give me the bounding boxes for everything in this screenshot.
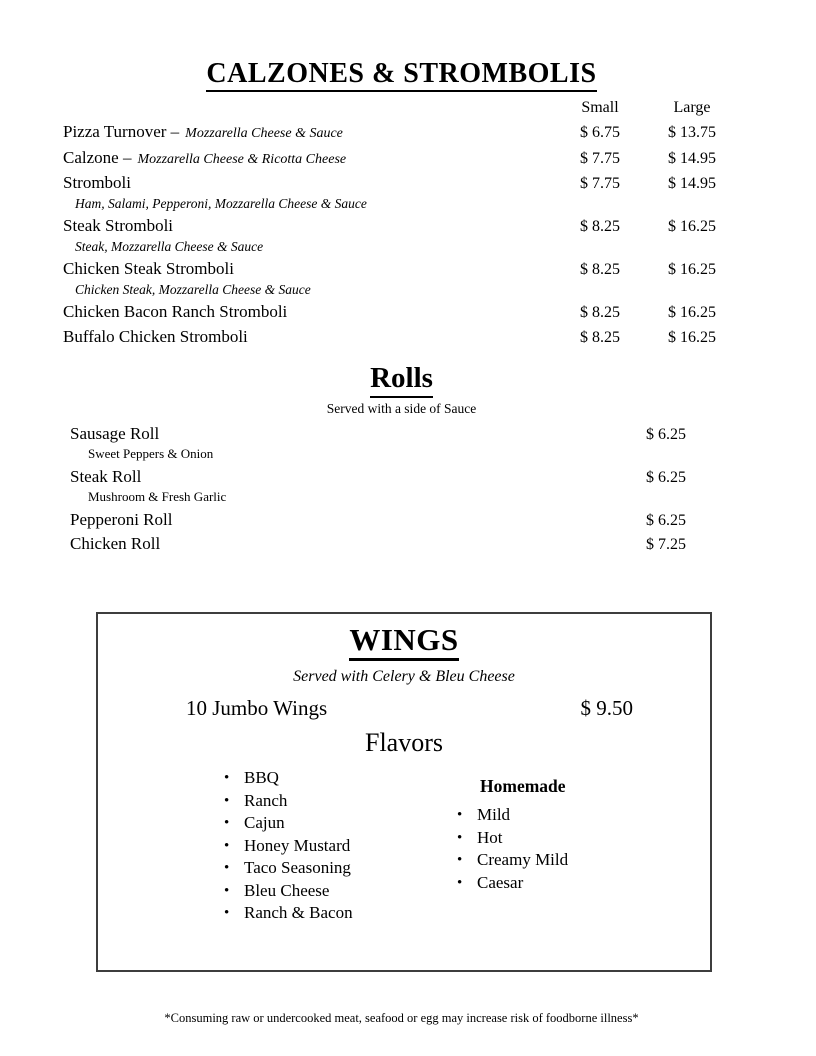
menu-content [63,0,740,1026]
homemade-list [457,804,568,894]
menu-item-stromboli [63,171,740,211]
flavor-item: • Cajun [210,812,404,835]
homemade-flavor-item: • Creamy Mild [457,849,568,872]
item-name: Steak Stromboli [63,216,174,235]
menu-item-pepperoni-roll [63,508,740,532]
item-price-large: $ 16.25 [668,218,716,235]
flavor-item: • BBQ [210,767,404,790]
flavor-item: • Taco Seasoning [210,857,404,880]
column-header-large: Large [673,99,711,116]
item-price-small: $ 8.25 [580,328,620,346]
item-price: $ 6.25 [646,469,686,486]
item-name: Pepperoni Roll [70,510,173,529]
menu-item-steak-stromboli [63,214,740,254]
item-price: $ 7.25 [646,536,686,553]
wings-title-text: WINGS [349,622,458,661]
item-price-large: $ 13.75 [668,124,716,141]
flavors-title: Flavors [365,728,443,757]
item-name: 10 Jumbo Wings [186,696,328,720]
rolls-section-title [63,362,740,398]
item-price-small: $ 8.25 [580,304,620,321]
homemade-flavor-item: • Caesar [457,872,568,895]
menu-item-buffalo-chicken-stromboli [63,325,740,350]
item-price-small: $ 8.25 [580,261,620,278]
menu-item-steak-roll [63,465,740,505]
item-price-large: $ 16.25 [668,328,716,346]
item-name: Chicken Steak Stromboli [63,259,234,278]
item-name: Pizza Turnover – [63,122,180,141]
menu-item-chicken-roll [63,532,740,556]
flavor-item: • Bleu Cheese [210,880,404,903]
rolls-items [63,422,740,556]
header-spacer [63,98,556,118]
menu-item-chicken-steak-stromboli [63,257,740,297]
menu-item-jumbo-wings [98,695,710,721]
item-price-small: $ 8.25 [580,218,620,235]
wings-section-box [96,612,712,972]
flavor-columns [98,767,710,925]
flavor-list [210,767,404,925]
flavor-item: • Ranch & Bacon [210,902,404,925]
footer-disclaimer: *Consuming raw or undercooked meat, seafood or egg may increase risk of foodborne illness* [164,1011,639,1025]
item-name: Calzone – [63,147,132,167]
homemade-flavor-item: • Hot [457,827,568,850]
item-name: Stromboli [63,173,132,192]
item-description: Chicken Steak, Mozzarella Cheese & Sauce [75,281,311,297]
item-price-large: $ 14.95 [668,175,716,192]
item-name: Sausage Roll [70,424,160,443]
item-price-small: $ 6.75 [580,124,620,141]
item-price: $ 9.50 [580,696,633,720]
menu-item-calzone [63,146,740,172]
column-header-small: Small [581,99,619,116]
item-description: Ham, Salami, Pepperoni, Mozzarella Cheese & Sauce [75,195,367,211]
calzones-section-title [63,58,740,92]
item-price-small: $ 7.75 [580,175,620,192]
price-columns-header [63,98,740,118]
item-name: Buffalo Chicken Stromboli [63,326,248,346]
item-name: Chicken Roll [70,534,161,553]
rolls-title-text: Rolls [370,362,433,398]
item-inline-description: Mozzarella Cheese & Sauce [185,126,343,141]
item-price-large: $ 16.25 [668,304,716,321]
item-name: Chicken Bacon Ranch Stromboli [63,302,288,321]
flavor-item: • Ranch [210,790,404,813]
item-price-small: $ 7.75 [580,149,620,167]
item-name: Steak Roll [70,467,142,486]
item-description: Sweet Peppers & Onion [88,446,214,461]
item-price: $ 6.25 [646,426,686,443]
item-price: $ 6.25 [646,512,686,529]
rolls-subtitle: Served with a side of Sauce [326,401,477,416]
flavor-item: • Honey Mustard [210,835,404,858]
wings-subtitle: Served with Celery & Bleu Cheese [293,668,515,685]
calzones-title-text: CALZONES & STROMBOLIS [206,58,596,92]
item-inline-description: Mozzarella Cheese & Ricotta Cheese [137,151,347,167]
menu-item-chicken-bacon-ranch-stromboli [63,300,740,325]
homemade-column [457,775,568,925]
menu-item-sausage-roll [63,422,740,462]
menu-item-pizza-turnover [63,120,740,146]
item-description: Steak, Mozzarella Cheese & Sauce [75,238,264,254]
wings-section-title [98,622,710,661]
homemade-flavor-item: • Mild [457,804,568,827]
item-price-large: $ 14.95 [668,149,716,167]
item-price-large: $ 16.25 [668,261,716,278]
item-description: Mushroom & Fresh Garlic [88,489,227,504]
homemade-title: Homemade [480,776,566,796]
